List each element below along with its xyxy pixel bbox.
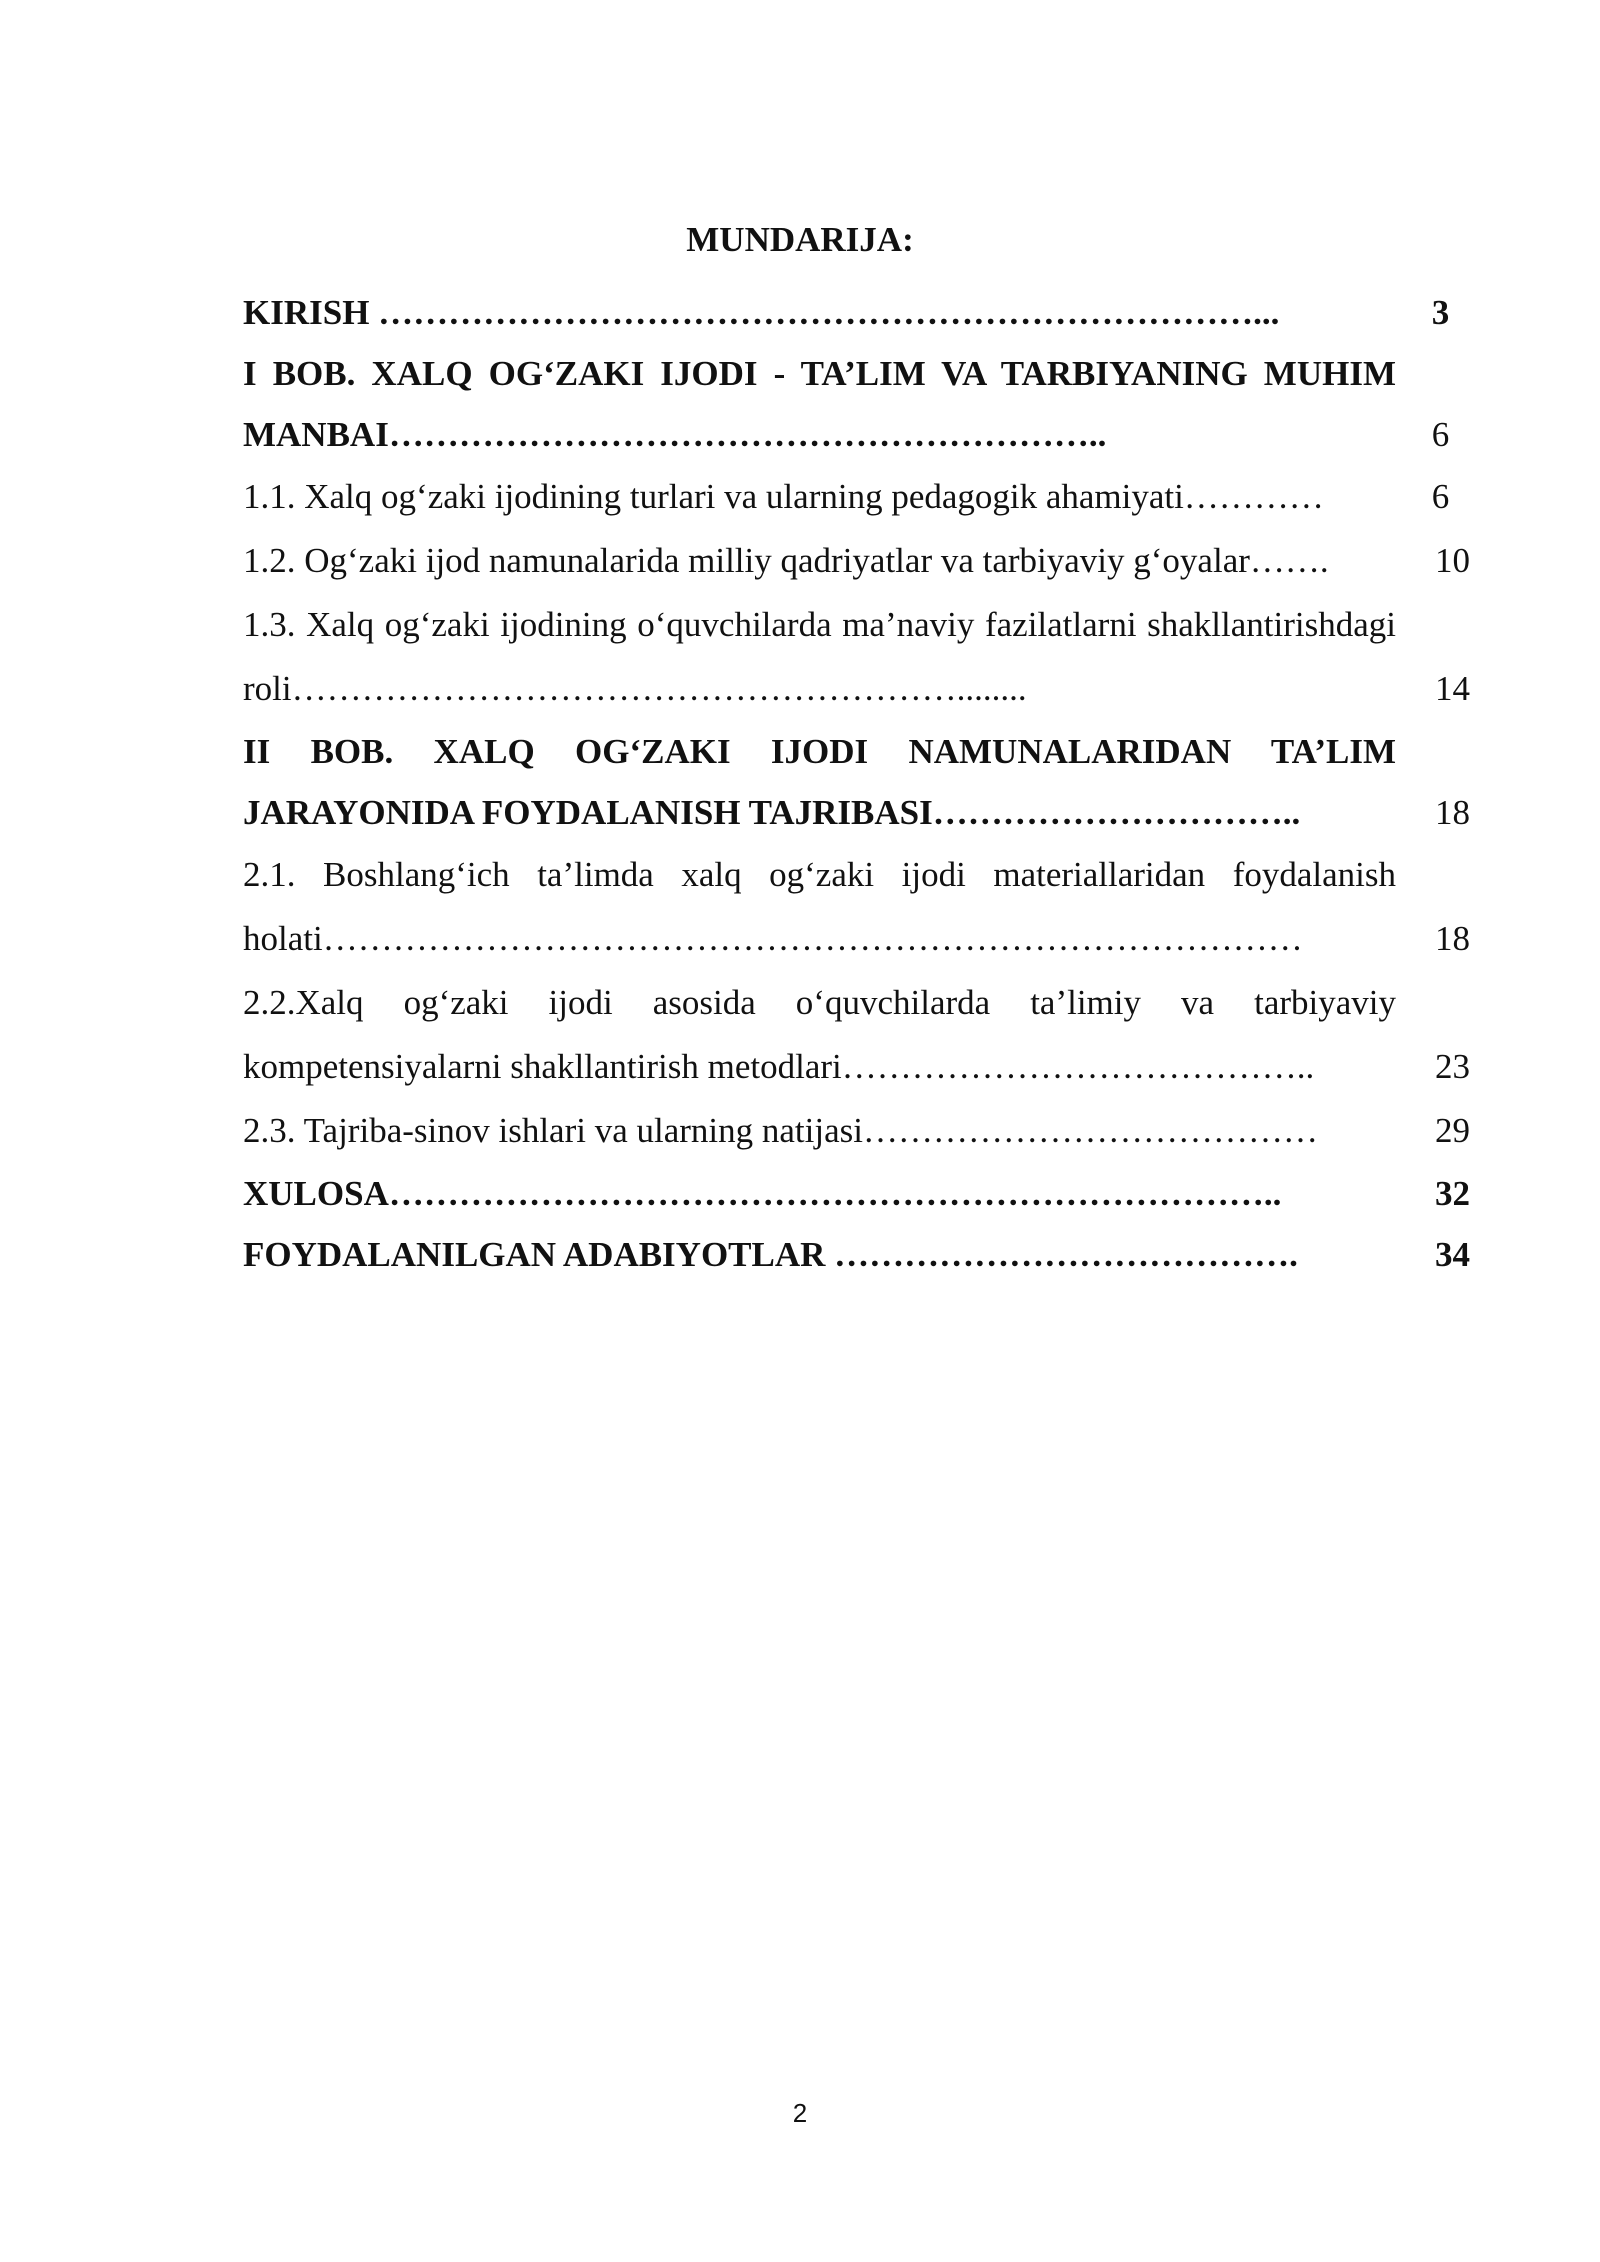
toc-entry-page: 23: [1435, 1047, 1470, 1086]
toc-entry-text: 1.2. Og‘zaki ijod namunalarida milliy qadriyatlar va tarbiyaviy g‘oyalar…….: [243, 541, 1329, 580]
toc-entry-text: 1.3. Xalq og‘zaki ijodining o‘quvchilarda ma’naviy fazilatlarni shakllantirishdagi roli…………………………………………………........: [243, 605, 1396, 708]
toc-entry-2-3[interactable]: [243, 1099, 1470, 1163]
toc-entry-page: 10: [1435, 541, 1470, 580]
toc-entry-references[interactable]: [243, 1224, 1470, 1285]
toc-entry-kirish[interactable]: [243, 282, 1470, 343]
toc-entry-page: 6: [1431, 477, 1450, 516]
toc-entry-text: I BOB. XALQ OG‘ZAKI IJODI - TA’LIM VA TARBIYANING MUHIM MANBAI……………………………………………………..: [243, 354, 1396, 454]
toc-entry-2-1[interactable]: [243, 843, 1470, 971]
toc-entry-text: 2.2.Xalq og‘zaki ijodi asosida o‘quvchilarda ta’limiy va tarbiyaviy kompetensiyalarni shakllantirish metodlari…………………………………..: [243, 983, 1396, 1086]
toc-entry-1-1[interactable]: [243, 465, 1470, 529]
toc-entry-page: 14: [1435, 669, 1470, 708]
toc-entry-text: 1.1. Xalq og‘zaki ijodining turlari va ularning pedagogik ahamiyati…………: [243, 477, 1324, 516]
toc-entry-page: 32: [1435, 1174, 1470, 1213]
toc-entry-page: 18: [1435, 793, 1470, 832]
toc-entry-text: 2.1. Boshlang‘ich ta’limda xalq og‘zaki ijodi materiallaridan foydalanish holati…………………………………………………………………………: [243, 855, 1396, 958]
toc-entry-text: FOYDALANILGAN ADABIYOTLAR ………………………………….: [243, 1235, 1298, 1274]
toc-entry-page: 18: [1435, 919, 1470, 958]
toc-entry-text: 2.3. Tajriba-sinov ishlari va ularning natijasi…………………………………: [243, 1111, 1318, 1150]
toc-entry-page: 3: [1431, 293, 1450, 332]
toc-entry-text: KIRISH …………………………………………………………………...: [243, 293, 1280, 332]
toc-entry-xulosa[interactable]: [243, 1163, 1470, 1224]
toc-entry-text: XULOSA…………………………………………………………………..: [243, 1174, 1282, 1213]
toc-entry-chapter-1[interactable]: [243, 343, 1470, 465]
toc-entry-1-2[interactable]: [243, 529, 1470, 593]
toc-heading: MUNDARIJA:: [686, 220, 914, 259]
toc-entry-2-2[interactable]: [243, 971, 1470, 1099]
table-of-contents: [243, 282, 1470, 1285]
toc-entry-chapter-2[interactable]: [243, 721, 1470, 843]
toc-entry-page: 29: [1435, 1111, 1470, 1150]
toc-entry-page: 34: [1435, 1235, 1470, 1274]
toc-entry-page: 6: [1431, 415, 1450, 454]
toc-entry-1-3[interactable]: [243, 593, 1470, 721]
toc-entry-text: II BOB. XALQ OG‘ZAKI IJODI NAMUNALARIDAN TA’LIM JARAYONIDA FOYDALANISH TAJRIBASI…………………………..: [243, 732, 1396, 832]
page-number: 2: [792, 2098, 808, 2128]
